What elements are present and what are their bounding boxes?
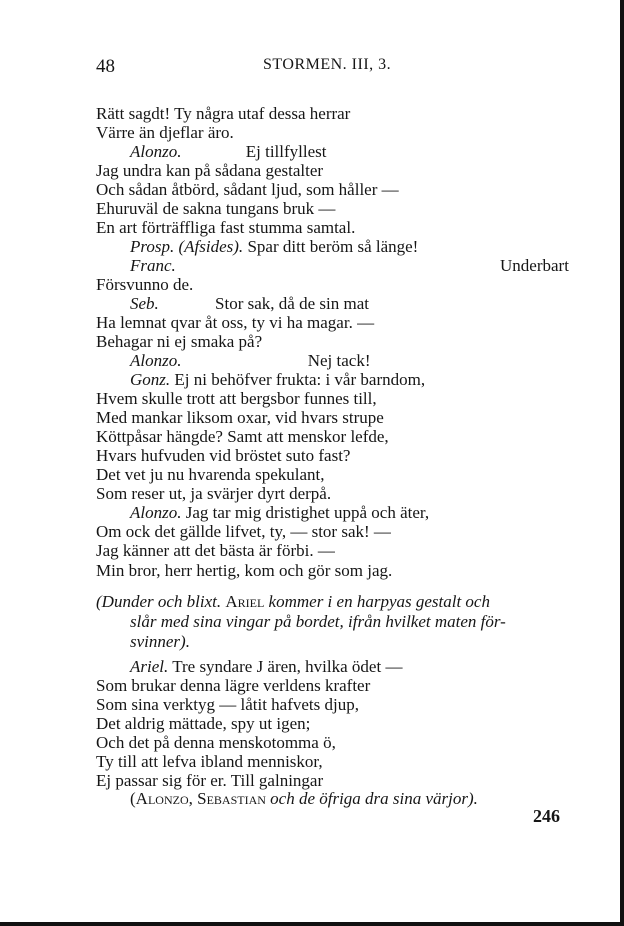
verse-line: Min bror, herr hertig, kom och gör som jag. — [96, 561, 393, 580]
verse-line: Värre än djeflar äro. — [96, 123, 234, 142]
verse-line: Jag undra kan på sådana gestalter — [96, 161, 324, 180]
speaker-name: Alonzo. — [130, 351, 182, 370]
verse-line — [130, 503, 429, 523]
verse-line: Jag känner att det bästa är förbi. — — [96, 541, 335, 560]
verse-line: Det aldrig mättade, spy ut igen; — [96, 714, 311, 733]
verse-line: Köttpåsar hängde? Samt att menskor lefde, — [96, 427, 389, 446]
character-name: Sebastian — [197, 789, 266, 808]
page-number: 48 — [96, 56, 115, 77]
speaker-name: Alonzo. — [130, 142, 182, 161]
speech-text: Nej tack! — [307, 351, 371, 370]
character-name: Ariel — [225, 592, 265, 611]
speaker-name: Alonzo. — [130, 503, 182, 522]
verse-line: Om ock det gällde lifvet, ty, — stor sak! — — [96, 522, 391, 541]
verse-line: Med mankar liksom oxar, vid hvars strupe — [96, 408, 384, 427]
verse-line — [130, 351, 371, 371]
verse-line: Ej passar sig för er. Till galningar — [96, 771, 324, 790]
folio-number: 246 — [533, 806, 560, 826]
stage-direction — [130, 789, 478, 809]
speech-text: Stor sak, då de sin mat — [215, 294, 369, 313]
verse-line: Och sådan åtbörd, sådant ljud, som håller — — [96, 180, 399, 199]
speech-text: Jag tar mig dristighet uppå och äter, — [185, 503, 430, 522]
verse-line: Rätt sagdt! Ty några utaf dessa herrar — [96, 104, 351, 123]
verse-line: Och det på denna menskotomma ö, — [96, 733, 336, 752]
speech-text: Underbart — [500, 256, 569, 275]
verse-line: Ehuruväl de sakna tungans bruk — — [96, 199, 336, 218]
speaker-name: Seb. — [130, 294, 159, 313]
verse-line: Ha lemnat qvar åt oss, ty vi ha magar. — — [96, 313, 375, 332]
speaker-name: Gonz. — [130, 370, 171, 389]
verse-line: Hvem skulle trott att bergsbor funnes till, — [96, 389, 377, 408]
verse-line — [130, 294, 369, 314]
verse-line: Det vet ju nu hvarenda spekulant, — [96, 465, 325, 484]
running-title: STORMEN. III, 3. — [263, 56, 392, 73]
verse-line: Hvars hufvuden vid bröstet suto fast? — [96, 446, 351, 465]
stage-direction-text: (Dunder och blixt. — [96, 592, 222, 611]
speaker-name: Ariel. — [130, 657, 169, 676]
stage-direction-text: slår med sina vingar på bordet, ifrån hvilket maten för- — [130, 612, 506, 631]
stage-direction-text: och de öfriga dra sina värjor). — [270, 789, 478, 808]
page-header — [0, 56, 624, 82]
verse-line: Ty till att lefva ibland menniskor, — [96, 752, 323, 771]
speaker-name: Prosp. — [130, 237, 175, 256]
verse-line: Som reser ut, ja svärjer dyrt derpå. — [96, 484, 332, 503]
speech-text: Ej ni behöfver frukta: i vår barndom, — [174, 370, 426, 389]
character-name: Alonzo — [135, 789, 189, 808]
stage-direction — [96, 592, 490, 612]
page-edge-bottom — [0, 922, 624, 926]
stage-direction-text: kommer i en harpyas gestalt och — [268, 592, 490, 611]
page-edge-right — [620, 0, 624, 926]
stage-direction-text: svinner). — [130, 632, 190, 651]
stage-direction-text: ( — [130, 789, 136, 808]
verse-line: Behagar ni ej smaka på? — [96, 332, 263, 351]
verse-line: Försvunno de. — [96, 275, 194, 294]
verse-line: Som brukar denna lägre verldens krafter — [96, 676, 371, 695]
verse-line: Som sina verktyg — låtit hafvets djup, — [96, 695, 359, 714]
verse-line: En art förträffliga fast stumma samtal. — [96, 218, 356, 237]
speech-text: Spar ditt beröm så länge! — [247, 237, 419, 256]
verse-line — [130, 142, 326, 162]
verse-line — [130, 237, 418, 257]
verse-line — [130, 370, 425, 390]
speaker-name: Franc. — [130, 256, 176, 275]
stage-direction-text: , — [188, 789, 198, 808]
speech-text: Tre syndare J ären, hvilka ödet — — [172, 657, 403, 676]
verse-line — [130, 657, 402, 677]
stage-direction: (Afsides). — [178, 237, 244, 256]
speech-text: Ej tillfyllest — [245, 142, 327, 161]
